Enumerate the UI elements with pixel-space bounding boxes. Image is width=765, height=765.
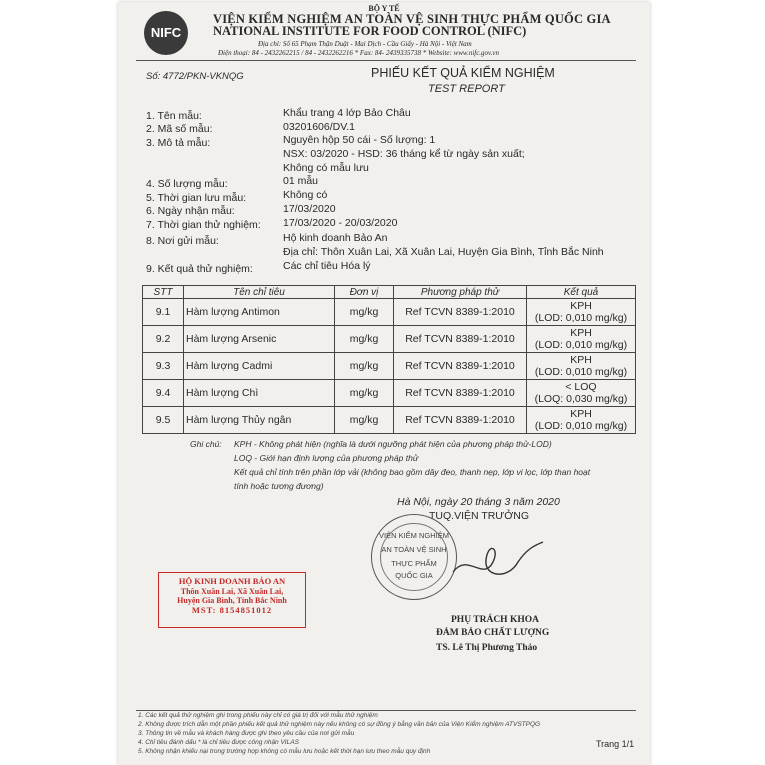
- method-cell: Ref TCVN 8389-1:2010: [394, 407, 527, 434]
- name-cell: Hàm lượng Thủy ngân: [184, 407, 335, 434]
- field-value: 03201606/DV.1: [283, 121, 356, 133]
- field-value: Nguyên hộp 50 cái - Số lượng: 1: [283, 134, 436, 146]
- column-header: Phương pháp thử: [394, 286, 527, 299]
- institute-name-en: NATIONAL INSTITUTE FOR FOOD CONTROL (NIFC): [213, 24, 527, 38]
- stamp-line: Thôn Xuân Lai, Xã Xuân Lai,: [180, 587, 284, 596]
- footer-note: 1. Các kết quả thử nghiệm ghi trong phiếu này chỉ có giá trị đối với mẫu thử nghiệm: [138, 712, 378, 719]
- note-line: LOQ - Giới hạn định lượng của phương pháp thử: [234, 453, 419, 463]
- institute-name-vn: VIỆN KIỂM NGHIỆM AN TOÀN VỆ SINH THỰC PHẨM QUỐC GIA: [213, 12, 611, 26]
- stamp-text: VIỆN KIỂM NGHIỆM: [378, 531, 449, 540]
- institute-contact: Điện thoại: 84 - 2432262215 / 84 - 2432262216 * Fax: 84- 2439335738 * Website: www.nifc.gov.vn: [218, 49, 500, 57]
- field-label: 6. Ngày nhận mẫu:: [146, 205, 235, 217]
- result-cell: [527, 353, 636, 380]
- field-value: Khẩu trang 4 lớp Bảo Châu: [283, 107, 411, 119]
- result-cell: [527, 299, 636, 326]
- signer-position: ĐẢM BẢO CHẤT LƯỢNG: [436, 628, 550, 638]
- method-cell: Ref TCVN 8389-1:2010: [394, 353, 527, 380]
- field-value: 17/03/2020 - 20/03/2020: [283, 217, 398, 229]
- institute-address: Địa chỉ: Số 65 Phạm Thận Duật - Mai Dịch - Cầu Giấy - Hà Nội - Việt Nam: [258, 40, 472, 48]
- signing-role: TUQ.VIỆN TRƯỞNG: [429, 510, 530, 522]
- result-value: < LOQ: [565, 381, 597, 393]
- result-limit: (LOD: 0,010 mg/kg): [534, 339, 628, 351]
- method-cell: Ref TCVN 8389-1:2010: [394, 326, 527, 353]
- stt-cell: 9.1: [143, 299, 184, 326]
- table-row: [143, 353, 636, 380]
- field-label: 5. Thời gian lưu mẫu:: [146, 192, 247, 204]
- name-cell: Hàm lượng Antimon: [184, 299, 335, 326]
- field-value-line2: NSX: 03/2020 - HSD: 36 tháng kể từ ngày sản xuất;: [283, 148, 525, 160]
- signer-name: TS. Lê Thị Phương Thảo: [436, 643, 538, 653]
- signature-mark: [448, 532, 548, 588]
- method-cell: Ref TCVN 8389-1:2010: [394, 299, 527, 326]
- result-cell: [527, 407, 636, 434]
- place-date: Hà Nội, ngày 20 tháng 3 năm 2020: [397, 496, 560, 508]
- header-divider: [136, 60, 636, 61]
- report-number: Số: 4772/PKN-VKNQG: [146, 71, 244, 82]
- field-value: Không có: [283, 189, 328, 201]
- field-value-line3: Không có mẫu lưu: [283, 162, 369, 174]
- field-label: 1. Tên mẫu:: [146, 110, 202, 122]
- unit-cell: mg/kg: [335, 299, 394, 326]
- footer-note: 4. Chỉ tiêu đánh dấu * là chỉ tiêu được công nhận VILAS: [138, 739, 299, 746]
- footer-note: 5. Không nhận khiếu nại trong trường hợp không có mẫu lưu hoặc kết thời hạn lưu theo mẫu quy định: [138, 748, 431, 755]
- result-limit: (LOQ: 0,030 mg/kg): [534, 393, 628, 405]
- unit-cell: mg/kg: [335, 380, 394, 407]
- report-title-vn: PHIẾU KẾT QUẢ KIỂM NGHIỆM: [371, 66, 555, 80]
- stamp-text: AN TOÀN VỆ SINH: [381, 545, 447, 554]
- footer-divider: [136, 710, 636, 711]
- unit-cell: mg/kg: [335, 407, 394, 434]
- result-cell: [527, 380, 636, 407]
- field-value: 17/03/2020: [283, 203, 336, 215]
- report-title-en: TEST REPORT: [428, 83, 505, 95]
- stamp-line: HỘ KINH DOANH BẢO AN: [178, 576, 286, 586]
- note-line: tính hoặc tương đương): [234, 481, 324, 491]
- notes-label: Ghi chú:: [190, 439, 222, 449]
- name-cell: Hàm lượng Cadmi: [184, 353, 335, 380]
- note-line: Kết quả chỉ tính trên phần lớp vải (không bao gồm dây đeo, thanh nẹp, lớp vi lọc, lớp than hoạt: [234, 467, 591, 477]
- ministry-name: BỘ Y TẾ: [368, 4, 400, 13]
- result-limit: (LOD: 0,010 mg/kg): [534, 366, 628, 378]
- field-value: Các chỉ tiêu Hóa lý: [283, 260, 371, 272]
- stamp-text: QUỐC GIA: [395, 571, 433, 580]
- stamp-line: MST: 8154851012: [191, 605, 273, 615]
- unit-cell: mg/kg: [335, 353, 394, 380]
- unit-cell: mg/kg: [335, 326, 394, 353]
- business-stamp: [158, 572, 306, 628]
- table-row: [143, 326, 636, 353]
- field-label: 2. Mã số mẫu:: [146, 123, 213, 135]
- table-row: [143, 380, 636, 407]
- institute-stamp: [371, 514, 457, 600]
- result-value: KPH: [570, 300, 592, 312]
- name-cell: Hàm lượng Chì: [184, 380, 335, 407]
- footer-note: 2. Không được trích dẫn một phần phiếu kết quả thử nghiệm này nếu không có sự đồng ý bằng văn bản của Viện Kiểm nghiệm ATVSTPQG: [138, 721, 541, 728]
- stamp-line: Huyện Gia Bình, Tỉnh Bắc Ninh: [177, 596, 287, 605]
- stt-cell: 9.4: [143, 380, 184, 407]
- field-label: 8. Nơi gửi mẫu:: [146, 235, 219, 247]
- stamp-text: THỰC PHẨM: [391, 559, 437, 568]
- field-value-line2: Địa chỉ: Thôn Xuân Lai, Xã Xuân Lai, Huyện Gia Bình, Tỉnh Bắc Ninh: [283, 246, 604, 258]
- document-page: [118, 2, 650, 765]
- column-header: Tên chỉ tiêu: [184, 286, 335, 299]
- name-cell: Hàm lượng Arsenic: [184, 326, 335, 353]
- column-header: Kết quả: [527, 286, 636, 299]
- table-row: [143, 299, 636, 326]
- field-label: 9. Kết quả thử nghiệm:: [146, 263, 253, 275]
- result-limit: (LOD: 0,010 mg/kg): [534, 420, 628, 432]
- table-row: [143, 407, 636, 434]
- field-label: 7. Thời gian thử nghiệm:: [146, 219, 261, 231]
- footer-note: 3. Thông tin về mẫu và khách hàng được ghi theo yêu cầu của nơi gửi mẫu: [138, 730, 355, 737]
- stt-cell: 9.2: [143, 326, 184, 353]
- column-header: Đơn vị: [335, 286, 394, 299]
- table-header-row: [143, 286, 636, 299]
- result-value: KPH: [570, 354, 592, 366]
- result-value: KPH: [570, 327, 592, 339]
- result-cell: [527, 326, 636, 353]
- result-limit: (LOD: 0,010 mg/kg): [534, 312, 628, 324]
- method-cell: Ref TCVN 8389-1:2010: [394, 380, 527, 407]
- stt-cell: 9.5: [143, 407, 184, 434]
- results-table: [142, 285, 636, 434]
- field-label: 3. Mô tả mẫu:: [146, 137, 211, 149]
- field-value: 01 mẫu: [283, 175, 319, 187]
- field-label: 4. Số lượng mẫu:: [146, 178, 228, 190]
- signer-position: PHỤ TRÁCH KHOA: [451, 615, 539, 625]
- nifc-logo: NIFC: [144, 11, 188, 55]
- note-line: KPH - Không phát hiện (nghĩa là dưới ngưỡng phát hiện của phương pháp thử-LOD): [234, 439, 552, 449]
- field-value: Hộ kinh doanh Bảo An: [283, 232, 388, 244]
- page-number: Trang 1/1: [596, 739, 635, 749]
- result-value: KPH: [570, 408, 592, 420]
- stt-cell: 9.3: [143, 353, 184, 380]
- column-header: STT: [143, 286, 184, 299]
